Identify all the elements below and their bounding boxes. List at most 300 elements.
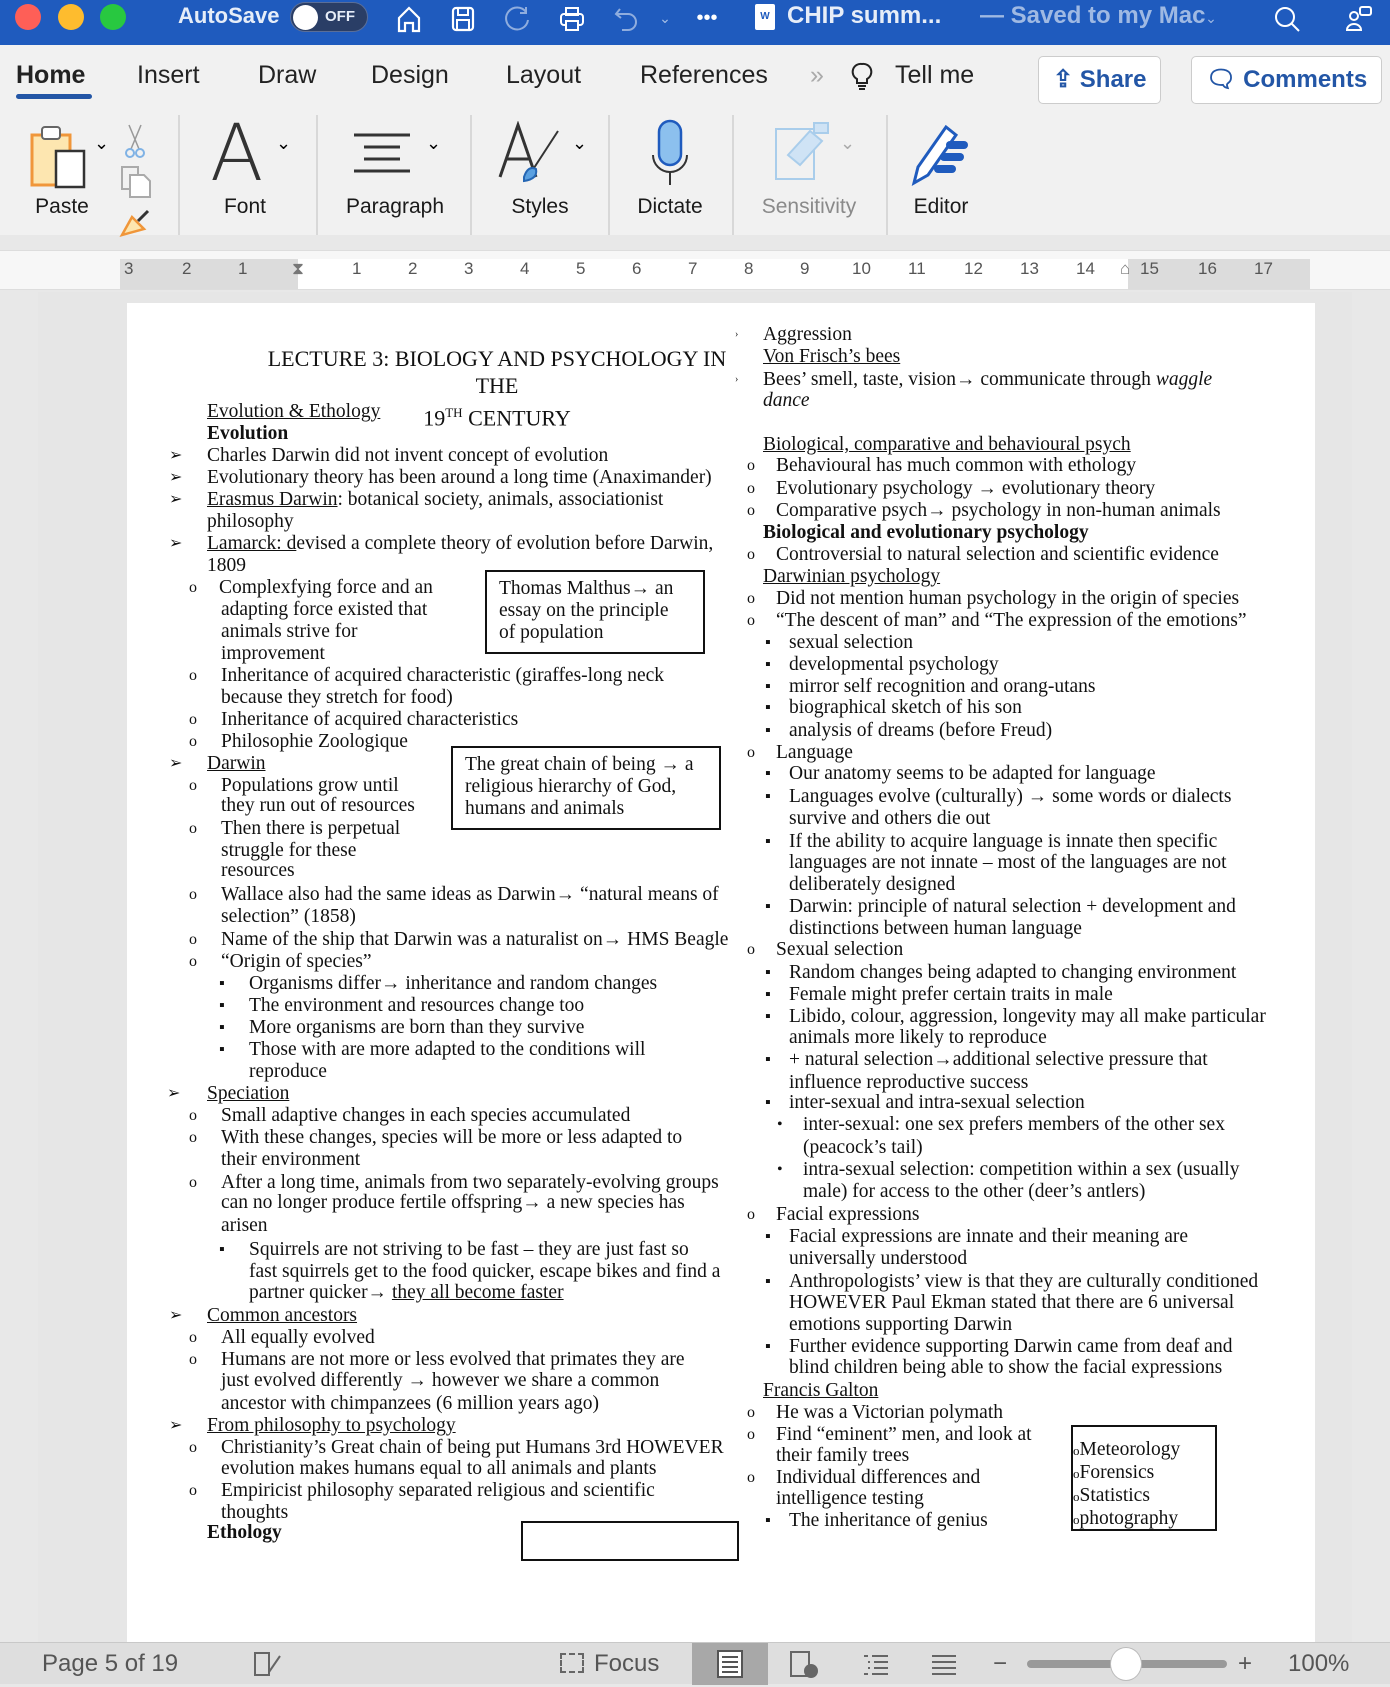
share-button[interactable] xyxy=(1038,56,1161,104)
status-bar xyxy=(0,1642,1390,1684)
circle-bullet-icon: o xyxy=(189,1439,197,1456)
list-item: Individual differences and xyxy=(776,1467,981,1488)
list-item: More organisms are born than they survive xyxy=(249,1017,585,1038)
text-box-line: The great chain of being → a xyxy=(465,754,694,775)
list-item: Small adaptive changes in each species accumulated xyxy=(221,1105,631,1126)
ribbon-tabs xyxy=(0,45,1390,115)
page-count[interactable]: Page 5 of 19 xyxy=(42,1650,179,1677)
list-item: “The descent of man” and “The expression of the emotions” xyxy=(776,610,1247,631)
heading-darwin: Darwin xyxy=(207,753,266,774)
redo-icon[interactable] xyxy=(500,4,534,41)
ruler-number: 3 xyxy=(464,259,474,278)
circle-bullet-icon: o xyxy=(747,612,755,629)
list-item-text: Bees’ smell, taste, vision→ communicate through xyxy=(763,369,1156,390)
ruler-number: 13 xyxy=(1020,259,1039,278)
ribbon-separator xyxy=(732,115,734,235)
font-chevron-icon: ⌄ xyxy=(276,133,292,153)
minimize-window-button[interactable] xyxy=(58,4,84,30)
share-label: Share xyxy=(1079,66,1147,93)
styles-icon xyxy=(498,121,568,185)
square-bullet-icon: ▪ xyxy=(219,975,225,992)
sensitivity-icon xyxy=(774,121,834,181)
list-item-continued: evolution makes humans equal to all animals and plants xyxy=(221,1458,657,1479)
autosave-state: OFF xyxy=(325,8,355,25)
list-item-continued: arisen xyxy=(221,1215,268,1236)
list-item: Languages evolve (culturally) → some words or dialects xyxy=(789,786,1232,807)
paste-chevron-icon[interactable]: ⌄ xyxy=(94,133,110,153)
arrow-bullet-icon: ➢ xyxy=(169,447,183,464)
focus-icon xyxy=(560,1653,584,1673)
malthus-text-box[interactable] xyxy=(485,570,705,654)
list-item: Facial expressions are innate and their meaning are xyxy=(789,1226,1189,1247)
ruler-number: 8 xyxy=(744,259,754,278)
comments-button[interactable] xyxy=(1191,56,1382,104)
title-bar xyxy=(0,0,1390,45)
list-item-continued: intelligence testing xyxy=(776,1488,924,1509)
list-item: Wallace also had the same ideas as Darwin→ “natural means of xyxy=(221,884,719,905)
list-item-continued: just evolved differently → however we share a common xyxy=(221,1370,660,1391)
ruler-number: 9 xyxy=(800,259,810,278)
text-box-line: of population xyxy=(499,622,604,643)
ruler-number: 1 xyxy=(238,259,248,278)
focus-label: Focus xyxy=(594,1650,660,1677)
square-bullet-icon: ▪ xyxy=(765,656,771,673)
lamarck-label: Lamarck: d xyxy=(207,533,297,554)
heading-common-ancestors: Common ancestors xyxy=(207,1305,358,1326)
list-item: + natural selection→additional selective pressure that xyxy=(789,1049,1208,1070)
circle-bullet-icon: o xyxy=(189,1107,197,1124)
format-painter-icon[interactable] xyxy=(118,207,154,242)
list-item: The inheritance of genius xyxy=(789,1510,988,1531)
heading-von-frisch: Von Frisch’s bees xyxy=(763,346,901,367)
erasmus-darwin-link: Erasmus Darwin xyxy=(207,489,338,510)
arrow-bullet-icon: ➢ xyxy=(169,469,183,486)
circle-bullet-icon: o xyxy=(1073,1443,1080,1458)
active-tab-indicator xyxy=(16,94,92,99)
bullet-icon: › xyxy=(735,329,739,340)
square-bullet-icon: ▪ xyxy=(765,1008,771,1025)
paragraph-chevron-icon: ⌄ xyxy=(426,133,442,153)
square-bullet-icon: ▪ xyxy=(765,1094,771,1111)
undo-dropdown-chevron-icon[interactable]: ⌄ xyxy=(659,10,671,26)
list-item: With these changes, species will be more or less adapted to xyxy=(221,1127,683,1148)
arrow-bullet-icon: ➢ xyxy=(169,755,183,772)
ribbon-separator xyxy=(470,115,472,235)
ruler-number: 11 xyxy=(908,259,926,278)
list-item: Those with are more adapted to the conditions will xyxy=(249,1039,646,1060)
arrow-bullet-icon: ➢ xyxy=(169,1417,183,1434)
list-item-continued: animals more likely to reproduce xyxy=(789,1027,1047,1048)
font-label: Font xyxy=(223,195,267,218)
sensitivity-button[interactable] xyxy=(744,115,874,235)
zoom-out-button[interactable]: − xyxy=(993,1650,1008,1677)
tab-home[interactable]: Home xyxy=(16,61,86,89)
list-item-continued: dance xyxy=(763,390,810,411)
tell-me-search[interactable]: Tell me xyxy=(895,61,975,89)
text-box-line: religious hierarchy of God, xyxy=(465,776,677,797)
font-button[interactable] xyxy=(190,109,300,235)
heading-biological-evolutionary: Biological and evolutionary psychology xyxy=(763,522,1089,543)
list-item-continued: influence reproductive success xyxy=(789,1072,1029,1093)
circle-bullet-icon: o xyxy=(189,667,197,684)
circle-bullet-icon: o xyxy=(189,579,197,596)
save-icon[interactable] xyxy=(446,4,480,41)
list-item: Anthropologists’ view is that they are culturally conditioned xyxy=(789,1271,1259,1292)
list-item: Philosophie Zoologique xyxy=(221,731,408,752)
toggle-knob xyxy=(293,5,318,30)
list-item: Behavioural has much common with ethology xyxy=(776,455,1137,476)
circle-bullet-icon: o xyxy=(189,1174,197,1191)
list-item-continued: thoughts xyxy=(221,1502,289,1523)
list-item: biographical sketch of his son xyxy=(789,697,1022,718)
square-bullet-icon: ▪ xyxy=(219,1019,225,1036)
ruler-number: 2 xyxy=(182,259,192,278)
list-item: Evolutionary theory has been around a long time (Anaximander) xyxy=(207,467,712,488)
dictate-label: Dictate xyxy=(637,195,703,218)
list-item: Evolutionary psychology → evolutionary theory xyxy=(776,478,1156,499)
dot-bullet-icon: • xyxy=(777,1161,783,1178)
circle-bullet-icon: o xyxy=(1073,1512,1080,1527)
list-item-continued xyxy=(249,1281,564,1304)
list-item-continued: improvement xyxy=(221,643,325,664)
text-box-line: oMeteorology xyxy=(1073,1439,1181,1460)
right-indent-marker[interactable]: ⌂ xyxy=(1120,259,1131,278)
lightbulb-icon xyxy=(850,61,874,100)
list-item xyxy=(207,488,663,511)
styles-button[interactable] xyxy=(480,115,600,235)
list-item-continued: distinctions between human language xyxy=(789,918,1082,939)
square-bullet-icon: ▪ xyxy=(765,1228,771,1245)
square-bullet-icon: ▪ xyxy=(765,898,771,915)
ribbon-separator xyxy=(608,115,610,235)
list-item-continued: selection” (1858) xyxy=(221,906,356,927)
ruler-left-margin xyxy=(120,259,298,289)
square-bullet-icon: ▪ xyxy=(765,833,771,850)
ruler-bar xyxy=(0,250,1390,290)
list-item-continued: survive and others die out xyxy=(789,808,991,829)
circle-bullet-icon: o xyxy=(747,1206,755,1223)
list-item: Inheritance of acquired characteristic (giraffes-long neck xyxy=(221,665,665,686)
ruler-number: 2 xyxy=(408,259,418,278)
ribbon-separator xyxy=(886,115,888,235)
list-item: Find “eminent” men, and look at xyxy=(776,1424,1032,1445)
square-bullet-icon: ▪ xyxy=(765,788,771,805)
list-item xyxy=(763,368,1212,391)
square-bullet-icon: ▪ xyxy=(765,699,771,716)
microphone-icon xyxy=(650,119,690,189)
text-box-line: oForensics xyxy=(1073,1462,1155,1483)
circle-bullet-icon: o xyxy=(189,953,197,970)
ruler-number: 6 xyxy=(632,259,642,278)
list-item: developmental psychology xyxy=(789,654,999,675)
text-box-line: ophotography xyxy=(1073,1508,1179,1529)
square-bullet-icon: ▪ xyxy=(765,722,771,739)
underlined-text: they all become faster xyxy=(391,1282,564,1303)
circle-bullet-icon: o xyxy=(747,546,755,563)
tab-layout[interactable]: Layout xyxy=(506,61,582,89)
title-superscript: TH xyxy=(445,405,463,420)
circle-bullet-icon: o xyxy=(747,1469,755,1486)
list-item: Comparative psych→ psychology in non-human animals xyxy=(776,500,1221,521)
galton-fields-text-box[interactable] xyxy=(1071,1425,1217,1531)
text-box-line: humans and animals xyxy=(465,798,625,819)
square-bullet-icon: ▪ xyxy=(765,765,771,782)
square-bullet-icon: ▪ xyxy=(765,1051,771,1068)
print-layout-view-button[interactable] xyxy=(692,1643,768,1685)
arrow-bullet-icon: ➢ xyxy=(169,1307,183,1324)
list-item: Sexual selection xyxy=(776,939,904,960)
comments-label: Comments xyxy=(1243,66,1368,93)
outline-view-icon[interactable] xyxy=(860,1650,892,1687)
circle-bullet-icon: o xyxy=(189,820,197,837)
document-page[interactable] xyxy=(127,303,1315,1643)
square-bullet-icon: ▪ xyxy=(765,986,771,1003)
document-title[interactable]: CHIP summ... xyxy=(787,2,942,29)
list-item-text: evised a complete theory of evolution before Darwin, xyxy=(296,533,714,554)
zoom-slider-handle[interactable] xyxy=(1110,1647,1142,1681)
list-item-continued: male) for access to the other (deer’s antlers) xyxy=(803,1181,1146,1202)
tab-references[interactable]: References xyxy=(640,61,768,89)
font-icon: A xyxy=(210,109,264,199)
list-item: Random changes being adapted to changing environment xyxy=(789,962,1237,983)
list-item-continued: animals strive for xyxy=(221,621,358,642)
list-item-continued: 1809 xyxy=(207,555,246,576)
list-item: Further evidence supporting Darwin came from deaf and xyxy=(789,1336,1233,1357)
zoom-in-button[interactable]: + xyxy=(1238,1650,1253,1677)
list-item: intra-sexual selection: competition within a sex (usually xyxy=(803,1159,1240,1180)
list-item: analysis of dreams (before Freud) xyxy=(789,720,1053,741)
print-icon[interactable] xyxy=(555,4,589,41)
copy-icon[interactable] xyxy=(120,165,152,204)
list-item: All equally evolved xyxy=(221,1327,375,1348)
editor-pen-icon xyxy=(910,123,974,187)
close-window-button[interactable] xyxy=(15,4,41,30)
circle-bullet-icon: o xyxy=(747,457,755,474)
square-bullet-icon: ▪ xyxy=(765,964,771,981)
maximize-window-button[interactable] xyxy=(100,4,126,30)
circle-bullet-icon: o xyxy=(747,1426,755,1443)
styles-label: Styles xyxy=(511,195,569,218)
ruler-number: 16 xyxy=(1198,259,1217,278)
heading-philosophy-to-psychology: From philosophy to psychology xyxy=(207,1415,456,1436)
list-item: Empiricist philosophy separated religious and scientific xyxy=(221,1480,655,1501)
ruler-number: 4 xyxy=(520,259,530,278)
list-item-continued: emotions supporting Darwin xyxy=(789,1314,1013,1335)
editor-label: Editor xyxy=(913,195,969,218)
tab-design[interactable]: Design xyxy=(371,61,449,89)
circle-bullet-icon: o xyxy=(747,590,755,607)
square-bullet-icon: ▪ xyxy=(765,1273,771,1290)
great-chain-text-box[interactable] xyxy=(451,746,721,830)
list-item: sexual selection xyxy=(789,632,913,653)
list-item: Controversial to natural selection and scientific evidence xyxy=(776,544,1219,565)
list-item: Female might prefer certain traits in male xyxy=(789,984,1113,1005)
autosave-toggle[interactable] xyxy=(290,2,368,32)
list-item: Inheritance of acquired characteristics xyxy=(221,709,519,730)
bullet-icon: › xyxy=(735,374,739,385)
heading-evolution: Evolution xyxy=(207,423,289,444)
list-item: “Origin of species” xyxy=(221,951,372,972)
circle-bullet-icon: o xyxy=(189,886,197,903)
list-item-text: partner quicker→ xyxy=(249,1282,392,1303)
comment-icon: 🗨 xyxy=(1206,66,1237,93)
list-item: inter-sexual: one sex prefers members of the other sex xyxy=(803,1114,1225,1135)
text-box-line: essay on the principle xyxy=(499,600,669,621)
list-item: Facial expressions xyxy=(776,1204,920,1225)
list-item: Organisms differ→ inheritance and random changes xyxy=(249,973,658,994)
dot-bullet-icon: • xyxy=(777,1116,783,1133)
title-century-number: 19 xyxy=(423,405,446,431)
list-item xyxy=(207,532,713,555)
circle-bullet-icon: o xyxy=(189,1329,197,1346)
paragraph-align-icon xyxy=(352,131,412,177)
paragraph-label: Paragraph xyxy=(345,195,445,218)
heading-darwinian-psychology: Darwinian psychology xyxy=(763,566,941,587)
list-item: inter-sexual and intra-sexual selection xyxy=(789,1092,1085,1113)
paste-label: Paste xyxy=(35,195,89,218)
list-item-continued: ancestor with chimpanzees (6 million years ago) xyxy=(221,1393,599,1414)
list-item: Populations grow until xyxy=(221,775,399,796)
list-item: After a long time, animals from two separately-evolving groups xyxy=(221,1172,719,1193)
circle-bullet-icon: o xyxy=(747,1404,755,1421)
ruler-number: 10 xyxy=(852,259,871,278)
ruler-number: 3 xyxy=(124,259,134,278)
list-item-continued: (peacock’s tail) xyxy=(803,1137,923,1158)
list-item-continued: can no longer produce fertile offspring→ a new species has xyxy=(221,1192,685,1213)
square-bullet-icon: ▪ xyxy=(219,997,225,1014)
list-item: Christianity’s Great chain of being put Humans 3rd HOWEVER xyxy=(221,1437,724,1458)
more-tabs-chevron-icon[interactable]: » xyxy=(810,61,824,89)
text-box-line: oStatistics xyxy=(1073,1485,1150,1506)
list-item: Did not mention human psychology in the origin of species xyxy=(776,588,1240,609)
share-people-icon[interactable] xyxy=(1342,4,1376,41)
list-item: Aggression xyxy=(763,324,852,345)
arrow-bullet-icon: ➢ xyxy=(169,491,183,508)
ruler-number: 17 xyxy=(1254,259,1273,278)
editor-button[interactable] xyxy=(896,115,986,235)
list-item-continued: struggle for these xyxy=(221,840,357,861)
search-icon[interactable] xyxy=(1270,4,1304,41)
ruler-number: 14 xyxy=(1076,259,1095,278)
square-bullet-icon: ▪ xyxy=(765,678,771,695)
ruler-number: 15 xyxy=(1140,259,1159,278)
circle-bullet-icon: o xyxy=(189,711,197,728)
list-item: Charles Darwin did not invent concept of evolution xyxy=(207,445,609,466)
tab-insert[interactable]: Insert xyxy=(137,61,200,89)
heading-speciation: Speciation xyxy=(207,1083,290,1104)
list-item: If the ability to acquire language is innate then specific xyxy=(789,831,1218,852)
list-item-continued: reproduce xyxy=(249,1061,327,1082)
draft-view-icon[interactable] xyxy=(928,1650,960,1687)
italic-text: waggle xyxy=(1155,369,1213,390)
styles-chevron-icon: ⌄ xyxy=(572,133,588,153)
tab-draw[interactable]: Draw xyxy=(258,61,317,89)
home-ribbon xyxy=(0,109,1390,235)
list-item-continued: they run out of resources xyxy=(221,795,415,816)
paragraph-button[interactable] xyxy=(330,115,460,235)
list-item-text: : botanical society, animals, associationist xyxy=(337,489,664,510)
sensitivity-label: Sensitivity xyxy=(761,195,857,218)
circle-bullet-icon: o xyxy=(189,1129,197,1146)
list-item-continued: because they stretch for food) xyxy=(221,687,453,708)
heading-evolution-ethology: Evolution & Ethology xyxy=(207,401,381,422)
partial-text-box[interactable] xyxy=(521,1521,739,1561)
ruler-number: 1 xyxy=(352,259,362,278)
proofing-book-icon[interactable] xyxy=(252,1650,284,1685)
list-item: Our anatomy seems to be adapted for language xyxy=(789,763,1156,784)
list-item-continued: philosophy xyxy=(207,511,294,532)
list-item-continued: languages are not innate – most of the languages are not xyxy=(789,852,1227,873)
sensitivity-chevron-icon: ⌄ xyxy=(840,133,856,153)
first-line-indent-marker[interactable]: ⧗ xyxy=(292,259,304,278)
circle-bullet-icon: o xyxy=(189,733,197,750)
list-item-continued: fast squirrels get to the food quicker, escape bikes and find a xyxy=(249,1261,721,1282)
home-icon[interactable] xyxy=(392,4,426,41)
circle-bullet-icon: o xyxy=(189,1351,197,1368)
dictate-button[interactable] xyxy=(620,115,720,235)
ribbon-separator xyxy=(316,115,318,235)
circle-bullet-icon: o xyxy=(189,777,197,794)
title-line-1: LECTURE 3: BIOLOGY AND PSYCHOLOGY IN THE xyxy=(267,346,727,398)
circle-bullet-icon: o xyxy=(1073,1466,1080,1481)
list-item: Squirrels are not striving to be fast – they are just fast so xyxy=(249,1239,689,1260)
word-document-icon: W xyxy=(755,4,775,30)
square-bullet-icon: ▪ xyxy=(219,1041,225,1058)
circle-bullet-icon: o xyxy=(189,931,197,948)
circle-bullet-icon: o xyxy=(189,1482,197,1499)
paste-button[interactable] xyxy=(20,115,110,235)
square-bullet-icon: ▪ xyxy=(765,1338,771,1355)
circle-bullet-icon: o xyxy=(1073,1489,1080,1504)
list-item: mirror self recognition and orang-utans xyxy=(789,676,1096,697)
save-status-chevron-icon[interactable]: ⌄ xyxy=(1205,10,1217,26)
circle-bullet-icon: o xyxy=(747,744,755,761)
circle-bullet-icon: o xyxy=(747,941,755,958)
list-item: Humans are not more or less evolved that primates they are xyxy=(221,1349,685,1370)
print-layout-icon xyxy=(714,1649,746,1679)
square-bullet-icon: ▪ xyxy=(765,634,771,651)
list-item: Libido, colour, aggression, longevity may all make particular xyxy=(789,1006,1266,1027)
more-icon[interactable]: ••• xyxy=(696,7,718,29)
list-item: Name of the ship that Darwin was a naturalist on→ HMS Beagle xyxy=(221,929,729,950)
list-item-continued: deliberately designed xyxy=(789,874,956,895)
heading-biological-comparative: Biological, comparative and behavioural psych xyxy=(763,434,1131,455)
heading-ethology: Ethology xyxy=(207,1522,282,1543)
square-bullet-icon: ▪ xyxy=(219,1241,225,1258)
text-box-line: Thomas Malthus→ an xyxy=(499,578,674,599)
horizontal-ruler[interactable] xyxy=(120,259,1310,289)
list-item: Complexfying force and an xyxy=(219,577,433,598)
save-status[interactable]: — Saved to my Mac xyxy=(980,2,1206,29)
list-item-continued: their environment xyxy=(221,1149,361,1170)
focus-button[interactable] xyxy=(560,1650,659,1678)
web-layout-view-icon[interactable] xyxy=(788,1650,820,1687)
list-item-continued: resources xyxy=(221,860,295,881)
circle-bullet-icon: o xyxy=(747,480,755,497)
list-item: Then there is perpetual xyxy=(221,818,401,839)
undo-icon[interactable] xyxy=(610,4,644,41)
cut-icon[interactable] xyxy=(124,123,146,164)
list-item-continued: HOWEVER Paul Ekman stated that there are 6 universal xyxy=(789,1292,1235,1313)
list-item-continued: their family trees xyxy=(776,1445,910,1466)
arrow-bullet-icon: ➢ xyxy=(169,535,183,552)
ruler-number: 5 xyxy=(576,259,586,278)
list-item-continued: blind children being able to show the facial expressions xyxy=(789,1357,1223,1378)
list-item: Language xyxy=(776,742,853,763)
ruler-number: 12 xyxy=(964,259,983,278)
heading-francis-galton: Francis Galton xyxy=(763,1380,879,1401)
zoom-level[interactable]: 100% xyxy=(1288,1650,1350,1677)
